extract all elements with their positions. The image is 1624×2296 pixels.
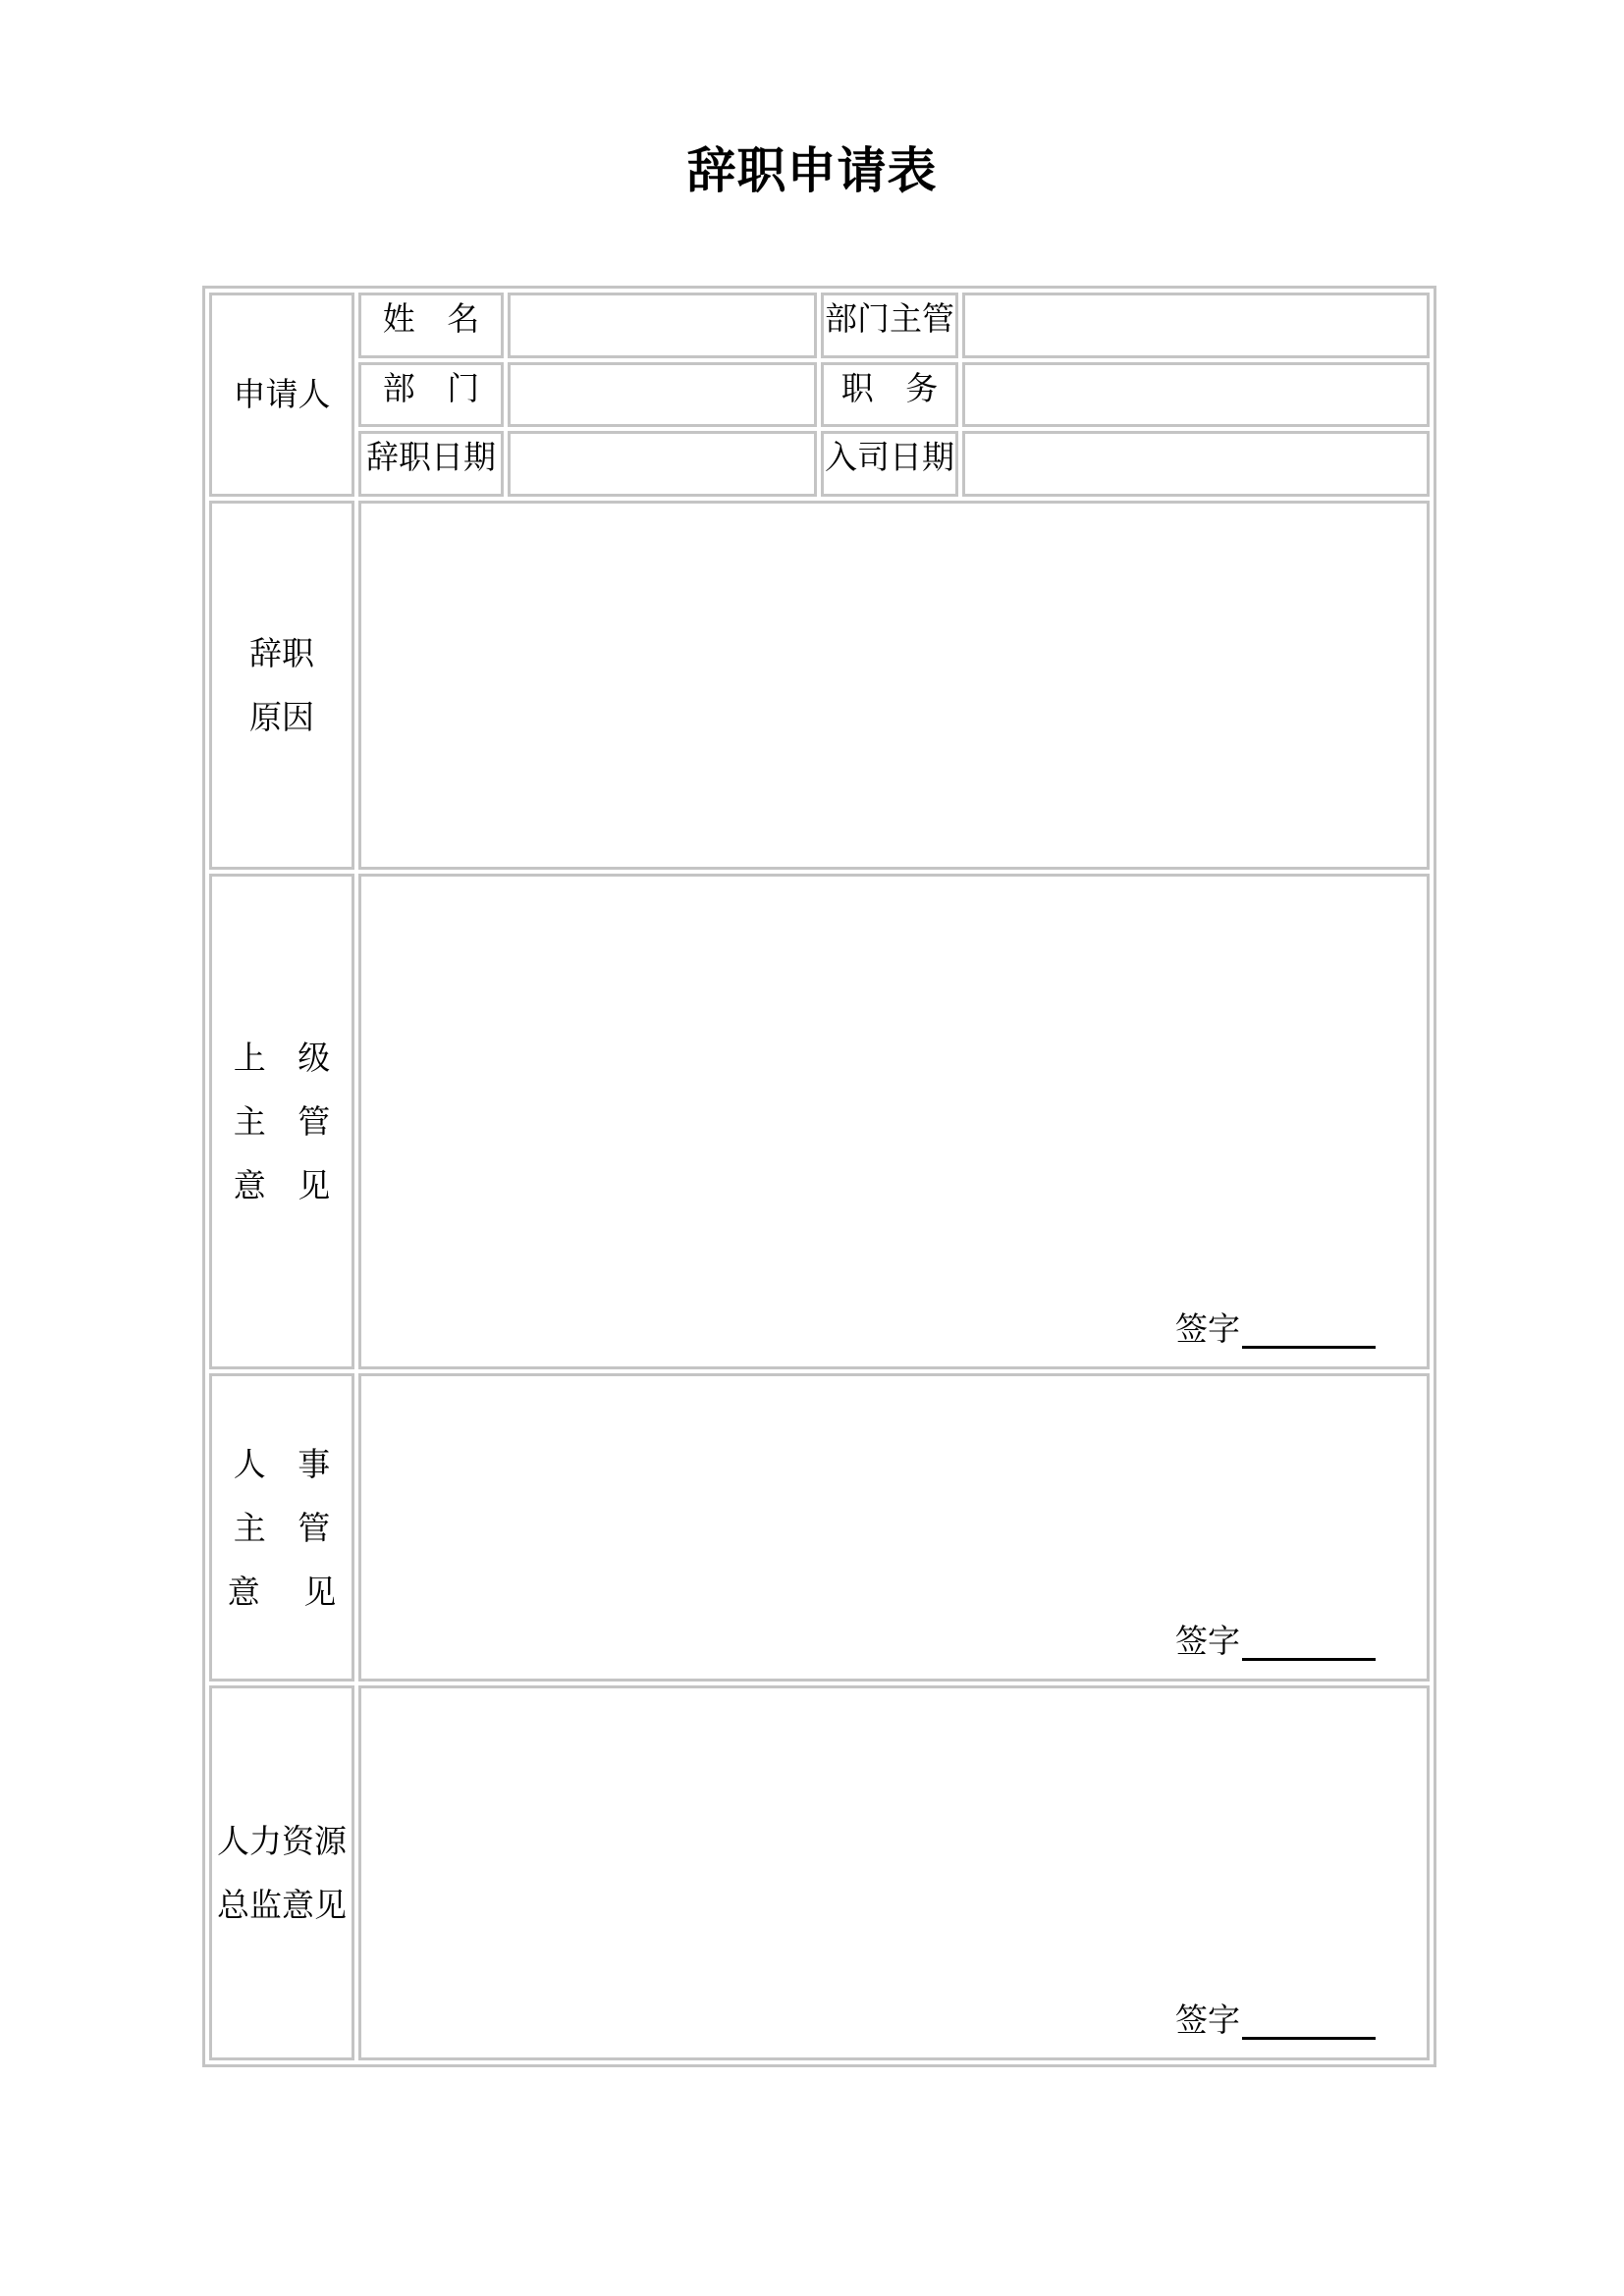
reason-label-line: 原因 [249,698,314,736]
department-label: 部 门 [358,362,504,427]
resign-date-label: 辞职日期 [358,431,504,497]
row-dates [209,431,1430,497]
row-hr-opinion [209,1373,1430,1682]
signature-label: 签字 [1175,2001,1240,2039]
supervisor-opinion-label [209,874,354,1369]
hr-director-signature [1175,2001,1376,2040]
join-date-field[interactable] [962,431,1430,497]
hr-label-line: 人 事 [233,1444,331,1483]
hr-opinion-field[interactable] [358,1373,1430,1682]
resignation-form-table [202,286,1436,2067]
supervisor-label-line: 意 见 [233,1166,331,1204]
position-field[interactable] [962,362,1430,427]
hr-director-label-line: 总监意见 [217,1886,347,1924]
hr-director-opinion-label [209,1685,354,2060]
signature-line[interactable] [1242,1625,1376,1661]
hr-opinion-label [209,1373,354,1682]
hr-label-line: 主 管 [233,1508,331,1547]
hr-director-label-line: 人力资源 [217,1822,347,1860]
reason-label-line: 辞职 [249,634,314,672]
reason-label [209,501,354,870]
position-label: 职 务 [821,362,958,427]
resign-date-field[interactable] [508,431,817,497]
join-date-label: 入司日期 [821,431,958,497]
supervisor-opinion-field[interactable] [358,874,1430,1369]
signature-line[interactable] [1242,1312,1376,1349]
row-hr-director-opinion [209,1685,1430,2060]
supervisor-signature [1175,1309,1376,1349]
row-department [209,362,1430,427]
signature-label: 签字 [1175,1309,1240,1348]
name-label: 姓 名 [358,293,504,358]
supervisor-label-line: 上 级 [233,1039,331,1077]
row-reason [209,501,1430,870]
dept-supervisor-label: 部门主管 [821,293,958,358]
applicant-section-label: 申请人 [209,293,354,497]
hr-signature [1175,1622,1376,1661]
page-title: 辞职申请表 [686,142,938,199]
department-field[interactable] [508,362,817,427]
hr-label-line: 意 见 [227,1572,337,1611]
supervisor-label-line: 主 管 [233,1102,331,1141]
hr-director-opinion-field[interactable] [358,1685,1430,2060]
reason-field[interactable] [358,501,1430,870]
dept-supervisor-field[interactable] [962,293,1430,358]
row-name [209,293,1430,358]
row-supervisor-opinion [209,874,1430,1369]
signature-label: 签字 [1175,1622,1240,1660]
signature-line[interactable] [1242,2003,1376,2040]
name-field[interactable] [508,293,817,358]
